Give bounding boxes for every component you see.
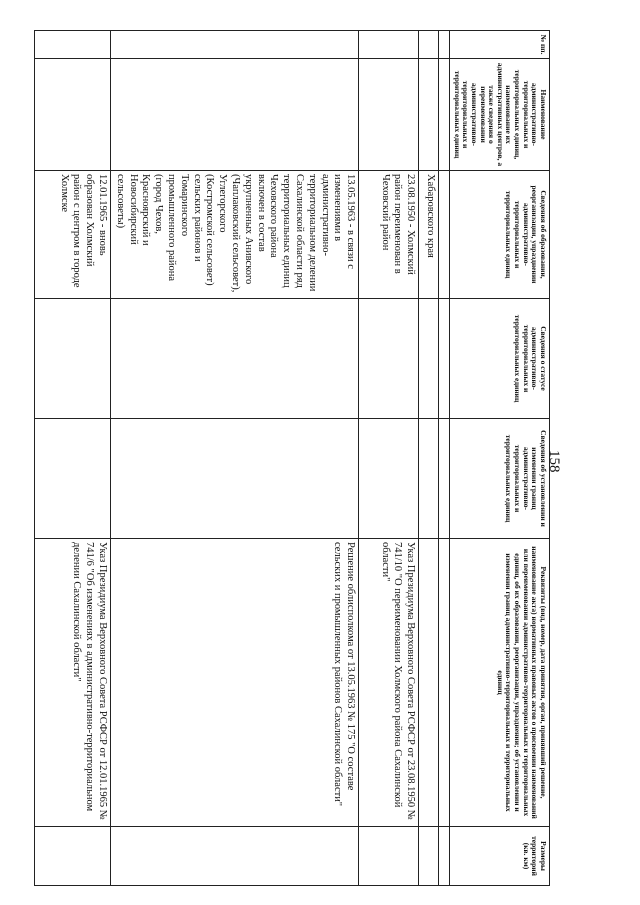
cell-status bbox=[439, 299, 450, 419]
table-row bbox=[439, 31, 450, 886]
cell-number bbox=[439, 31, 450, 59]
cell-borders bbox=[439, 419, 450, 539]
cell-acts: Решение облисполкома от 13.05.1963 № 175 "О составе сельских и промышленных районов Сахалинской области" bbox=[110, 539, 358, 827]
cell-acts: Указ Президиума Верховного Совета РСФСР от 23.08.1950 № 741/10 "О переименовании Холмского района Сахалинской области" bbox=[359, 539, 419, 827]
cell-formation: 12.01.1965 - вновь образован Холмский район с центром в городе Холмске bbox=[34, 171, 110, 299]
cell-status bbox=[110, 299, 358, 419]
cell-borders bbox=[359, 419, 419, 539]
table-header-row bbox=[450, 31, 550, 886]
cell-status bbox=[359, 299, 419, 419]
header-formation: Сведения об образовании, реорганизации, упразднении административно-территориальных и территориальных единиц bbox=[450, 171, 550, 299]
cell-number bbox=[34, 31, 110, 59]
page-number: 158 bbox=[546, 450, 562, 473]
cell-name bbox=[110, 59, 358, 171]
cell-name bbox=[439, 59, 450, 171]
cell-area bbox=[110, 827, 358, 886]
table-row bbox=[110, 31, 358, 886]
cell-formation bbox=[439, 171, 450, 299]
header-area: Размеры территорий (кв. км) bbox=[450, 827, 550, 886]
cell-number bbox=[419, 31, 439, 59]
header-name: Наименование административно-территориальных и территориальных единиц, наименование их административных центров, а также сведения о переименовании административно-территориальных и территориальных единиц bbox=[450, 59, 550, 171]
table-row bbox=[34, 31, 110, 886]
cell-name bbox=[419, 59, 439, 171]
table-row bbox=[359, 31, 419, 886]
cell-formation: 23.08.1950 - Холмский район переименован в Чеховский район bbox=[359, 171, 419, 299]
territorial-units-table bbox=[34, 30, 550, 886]
cell-acts bbox=[419, 539, 439, 827]
cell-name bbox=[34, 59, 110, 171]
table-row bbox=[419, 31, 439, 886]
header-borders: Сведения об установлении и изменении границ административно-территориальных и территориальных единиц bbox=[450, 419, 550, 539]
cell-area bbox=[419, 827, 439, 886]
cell-status bbox=[34, 299, 110, 419]
cell-name bbox=[359, 59, 419, 171]
cell-acts bbox=[439, 539, 450, 827]
cell-formation: Хабаровского края bbox=[419, 171, 439, 299]
cell-borders bbox=[110, 419, 358, 539]
cell-area bbox=[359, 827, 419, 886]
cell-number bbox=[110, 31, 358, 59]
cell-borders bbox=[34, 419, 110, 539]
cell-area bbox=[34, 827, 110, 886]
cell-number bbox=[359, 31, 419, 59]
cell-area bbox=[439, 827, 450, 886]
header-status: Сведения о статусе административно-территориальных и территориальных единиц bbox=[450, 299, 550, 419]
cell-status bbox=[419, 299, 439, 419]
header-number: № пп. bbox=[450, 31, 550, 59]
cell-acts: Указ Президиума Верховного Совета РСФСР от 12.01.1965 № 741/6 "Об изменениях в административно-территориальном делении Сахалинской области" bbox=[34, 539, 110, 827]
cell-borders bbox=[419, 419, 439, 539]
cell-formation: 13.05.1963 - в связи с изменениями в административно-территориальном делении Сахалинской области ряд территориальных единиц Чеховского района включен в состав укрупненных Анивского (Чаплаковский сельсовет), Углегорского (Костромской сельсовет) сельских районов и Томаринского промышленного района (город Чехов, Красноярский и Новосибирский сельсоветы) bbox=[110, 171, 358, 299]
header-acts: Реквизиты (вид, номер, дата принятия, орган, принявший решение, наименование акта) нормативных правовых актов о присвоении наименований или переименовании административно-территориальных и территориальных единиц, об их образовании, реорганизации, упразднении; об установлении и изменении границ административно-территориальных и территориальных единиц bbox=[450, 539, 550, 827]
